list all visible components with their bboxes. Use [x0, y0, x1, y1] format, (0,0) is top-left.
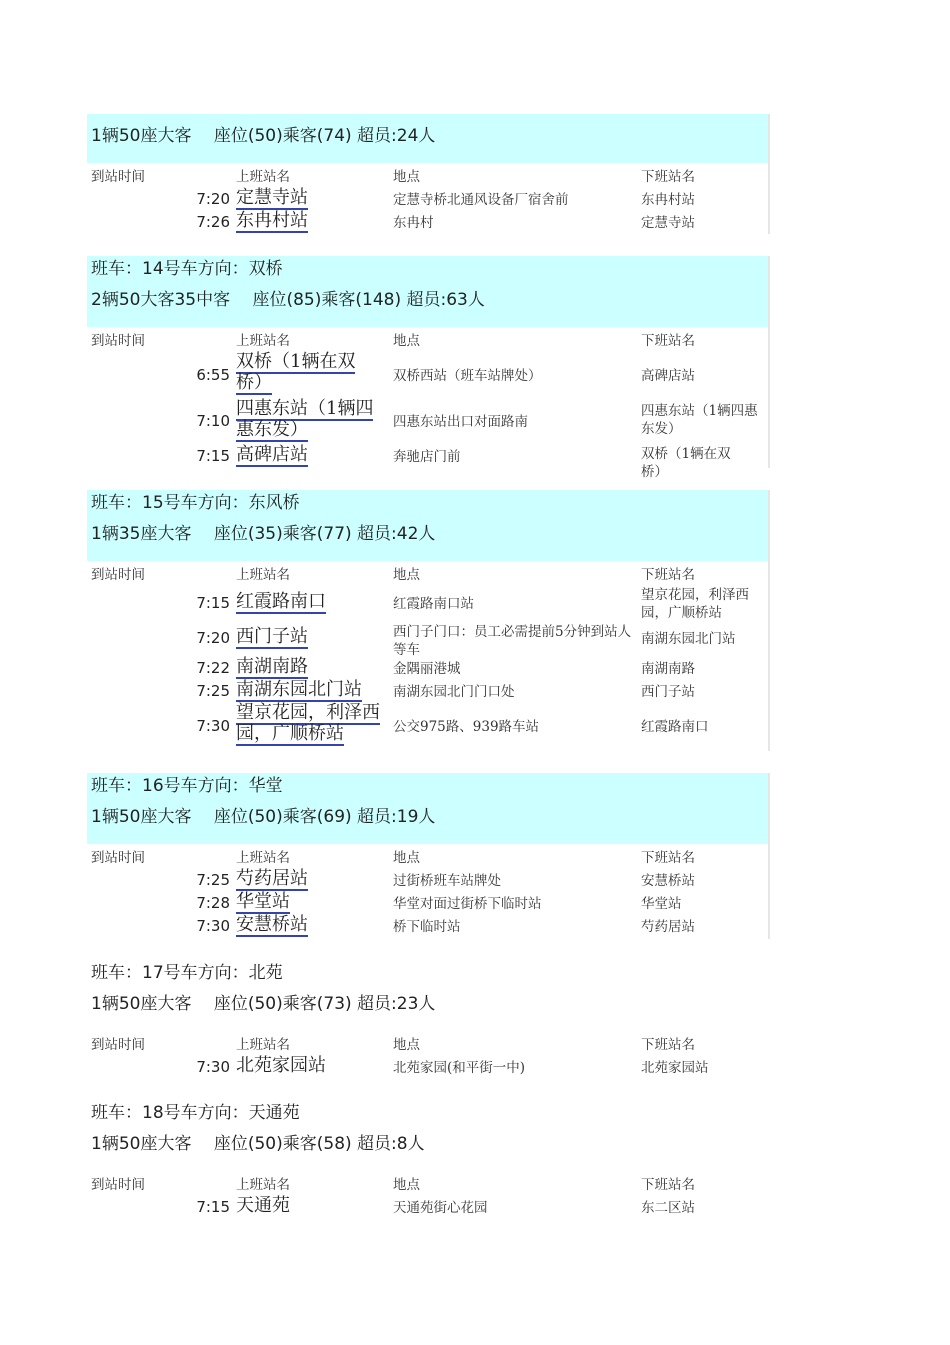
route-header [87, 1100, 768, 1171]
col-arrive-time: 到站时间 [91, 850, 145, 866]
arrive-time: 7:25 [196, 682, 230, 700]
col-arrive-time: 到站时间 [91, 169, 145, 185]
col-board-station: 上班站名 [236, 1037, 290, 1053]
col-alight-station: 下班站名 [641, 850, 695, 866]
col-arrive-time: 到站时间 [91, 1177, 145, 1193]
route-title: 班车：18号车方向：天通苑 [91, 1103, 300, 1123]
station-link[interactable]: 高碑店站 [236, 444, 308, 465]
station-link[interactable]: 南湖南路 [236, 656, 308, 677]
col-alight-station: 下班站名 [641, 1177, 695, 1193]
arrive-time: 7:15 [196, 594, 230, 612]
route-table [87, 327, 770, 480]
route-table [87, 163, 770, 234]
station-link[interactable]: 南湖东园北门站 [236, 679, 362, 700]
stop-place: 公交975路、939路车站 [393, 719, 540, 735]
arrive-time: 7:25 [196, 871, 230, 889]
alight-station: 芍药居站 [641, 919, 695, 935]
alight-station: 南湖南路 [641, 661, 695, 677]
stop-place: 南湖东园北门门口处 [393, 684, 515, 700]
alight-station: 北苑家园站 [641, 1060, 709, 1076]
stop-place: 过街桥班车站牌处 [393, 873, 501, 889]
arrive-time: 7:28 [196, 894, 230, 912]
col-place: 地点 [393, 1037, 420, 1053]
stop-place: 金隅丽港城 [393, 661, 461, 677]
route-capacity: 1辆35座大客 座位(35)乘客(77) 超员:42人 [91, 524, 436, 544]
station-link[interactable]: 定慧寺站 [236, 187, 308, 208]
col-alight-station: 下班站名 [641, 1037, 695, 1053]
arrive-time: 7:20 [196, 629, 230, 647]
arrive-time: 7:15 [196, 447, 230, 465]
col-place: 地点 [393, 850, 420, 866]
stop-place: 华堂对面过街桥下临时站 [393, 896, 542, 912]
alight-station: 东二区站 [641, 1200, 695, 1216]
col-arrive-time: 到站时间 [91, 1037, 145, 1053]
arrive-time: 7:30 [196, 1058, 230, 1076]
stop-place: 桥下临时站 [393, 919, 461, 935]
arrive-time: 7:15 [196, 1198, 230, 1216]
stop-place: 双桥西站（班车站牌处） [393, 368, 542, 384]
station-name: 北苑家园站 [236, 1055, 326, 1076]
arrive-time: 7:30 [196, 917, 230, 935]
route-table [87, 1171, 768, 1221]
station-link[interactable]: 四惠东站（1辆四惠东发） [236, 398, 374, 440]
station-link[interactable]: 华堂站 [236, 891, 290, 912]
station-name: 天通苑 [236, 1195, 290, 1216]
alight-station: 安慧桥站 [641, 873, 695, 889]
stop-place: 北苑家园(和平街一中) [393, 1060, 526, 1076]
route-table [87, 561, 770, 751]
col-alight-station: 下班站名 [641, 333, 695, 349]
col-place: 地点 [393, 1177, 420, 1193]
stop-place: 奔驰店门前 [393, 449, 461, 465]
route-capacity: 2辆50大客35中客 座位(85)乘客(148) 超员:63人 [91, 290, 485, 310]
stop-place: 西门子门口：员工必需提前5分钟到站人等车 [393, 624, 632, 658]
col-board-station: 上班站名 [236, 567, 290, 583]
stop-place: 天通苑街心花园 [393, 1200, 488, 1216]
route-table [87, 844, 770, 939]
route-title: 班车：16号车方向：华堂 [91, 776, 283, 796]
route-header [87, 773, 770, 844]
station-link[interactable]: 双桥（1辆在双桥） [236, 351, 356, 393]
stop-place: 四惠东站出口对面路南 [393, 414, 528, 430]
alight-station: 东冉村站 [641, 192, 695, 208]
station-link[interactable]: 芍药居站 [236, 868, 308, 889]
route-capacity: 1辆50座大客 座位(50)乘客(69) 超员:19人 [91, 807, 436, 827]
col-alight-station: 下班站名 [641, 169, 695, 185]
route-header [87, 490, 770, 561]
alight-station: 西门子站 [641, 684, 695, 700]
alight-station: 华堂站 [641, 896, 682, 912]
stop-place: 红霞路南口站 [393, 596, 474, 612]
col-alight-station: 下班站名 [641, 567, 695, 583]
alight-station: 红霞路南口 [641, 719, 709, 735]
route-table [87, 1031, 768, 1081]
col-place: 地点 [393, 567, 420, 583]
col-board-station: 上班站名 [236, 169, 290, 185]
station-link[interactable]: 东冉村站 [236, 210, 308, 231]
route-title: 班车：15号车方向：东风桥 [91, 493, 300, 513]
col-arrive-time: 到站时间 [91, 567, 145, 583]
route-header [87, 960, 768, 1031]
col-board-station: 上班站名 [236, 333, 290, 349]
alight-station: 南湖东园北门站 [641, 631, 736, 647]
arrive-time: 7:26 [196, 213, 230, 231]
alight-station: 望京花园，利泽西园，广顺桥站 [641, 587, 749, 621]
col-arrive-time: 到站时间 [91, 333, 145, 349]
alight-station: 高碑店站 [641, 368, 695, 384]
route-header [87, 114, 770, 163]
route-capacity: 1辆50座大客 座位(50)乘客(58) 超员:8人 [91, 1134, 425, 1154]
route-title: 班车：14号车方向：双桥 [91, 259, 283, 279]
station-link[interactable]: 安慧桥站 [236, 914, 308, 935]
stop-place: 东冉村 [393, 215, 434, 231]
alight-station: 双桥（1辆在双桥） [641, 446, 731, 480]
arrive-time: 6:55 [196, 366, 230, 384]
station-link[interactable]: 望京花园，利泽西园，广顺桥站 [236, 702, 380, 744]
route-capacity: 1辆50座大客 座位(50)乘客(73) 超员:23人 [91, 994, 436, 1014]
col-place: 地点 [393, 333, 420, 349]
route-header [87, 256, 770, 327]
col-board-station: 上班站名 [236, 1177, 290, 1193]
arrive-time: 7:10 [196, 412, 230, 430]
station-link[interactable]: 红霞路南口 [236, 591, 326, 612]
alight-station: 四惠东站（1辆四惠东发） [641, 403, 758, 437]
alight-station: 定慧寺站 [641, 215, 695, 231]
stop-place: 定慧寺桥北通风设备厂宿舍前 [393, 192, 569, 208]
route-capacity: 1辆50座大客 座位(50)乘客(74) 超员:24人 [91, 126, 436, 146]
arrive-time: 7:20 [196, 190, 230, 208]
arrive-time: 7:22 [196, 659, 230, 677]
col-place: 地点 [393, 169, 420, 185]
station-link[interactable]: 西门子站 [236, 626, 308, 647]
arrive-time: 7:30 [196, 717, 230, 735]
col-board-station: 上班站名 [236, 850, 290, 866]
route-title: 班车：17号车方向：北苑 [91, 963, 283, 983]
